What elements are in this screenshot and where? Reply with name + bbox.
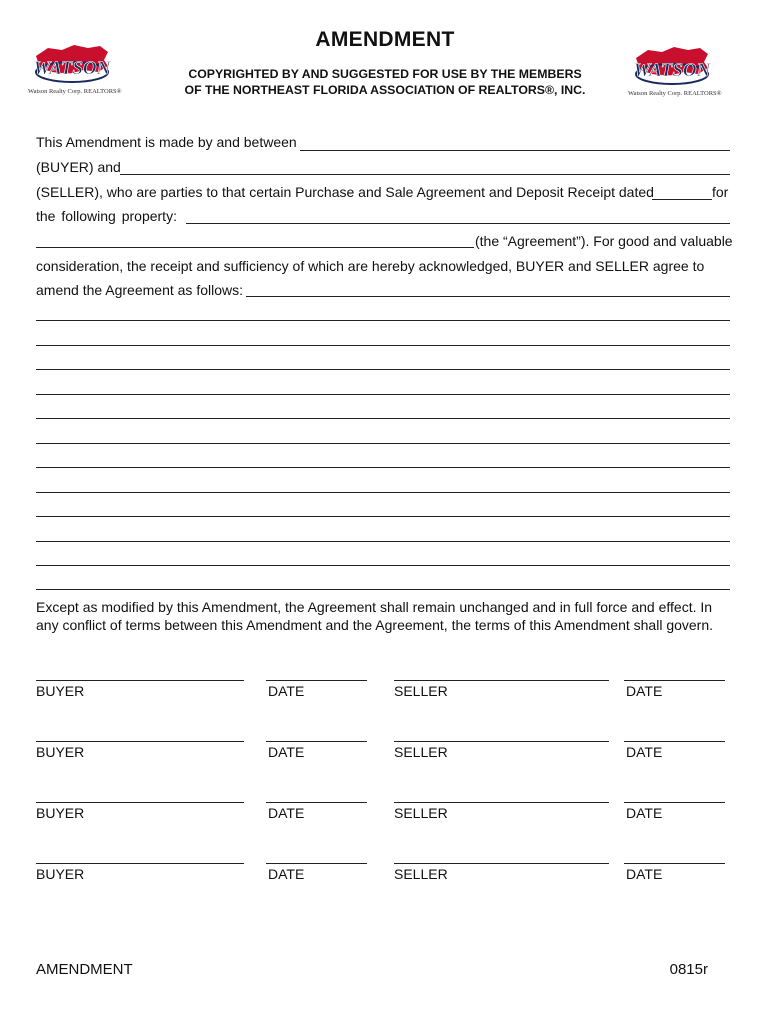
amendment-terms-line[interactable]	[36, 320, 730, 321]
between-field[interactable]	[300, 150, 730, 151]
parties-label: This Amendment is made by and between	[36, 134, 297, 150]
seller-signature-line[interactable]	[394, 863, 609, 864]
date-label: DATE	[268, 744, 305, 760]
property-field-cont[interactable]	[36, 247, 474, 248]
subtitle-line-2: OF THE NORTHEAST FLORIDA ASSOCIATION OF REALTORS®, INC.	[184, 83, 586, 97]
date-line[interactable]	[266, 680, 367, 681]
date-label: DATE	[268, 683, 305, 699]
amendment-terms-line[interactable]	[36, 565, 730, 566]
date-label: DATE	[626, 866, 663, 882]
buyer-label: BUYER	[36, 805, 85, 821]
agreement-reference: (the “Agreement”). For good and valuable	[475, 233, 733, 249]
buyer-signature-line[interactable]	[36, 863, 244, 864]
date-line[interactable]	[624, 863, 725, 864]
property-field[interactable]	[186, 223, 730, 224]
date-label: DATE	[268, 866, 305, 882]
seller-agreement-label: (SELLER), who are parties to that certain Purchase and Sale Agreement and Deposit Receipt dated	[36, 184, 654, 200]
seller-label: SELLER	[394, 866, 448, 882]
amendment-terms-line[interactable]	[36, 541, 730, 542]
logo-caption: Watson Realty Corp. REALTORS®	[628, 90, 722, 97]
buyer-signature-line[interactable]	[36, 680, 244, 681]
for-label: for	[712, 184, 729, 200]
amendment-terms-line[interactable]	[36, 516, 730, 517]
copyright-notice	[150, 66, 620, 98]
buyer-signature-line[interactable]	[36, 741, 244, 742]
date-line[interactable]	[266, 741, 367, 742]
date-label: DATE	[268, 805, 305, 821]
logo-text: WATSON	[33, 58, 111, 79]
date-line[interactable]	[624, 741, 725, 742]
date-label: DATE	[626, 683, 663, 699]
seller-label: SELLER	[394, 683, 448, 699]
consideration-text: consideration, the receipt and sufficiency of which are hereby acknowledged, BUYER and SELLER agree to	[36, 258, 705, 274]
seller-label: SELLER	[394, 744, 448, 760]
amendment-terms-line[interactable]	[36, 418, 730, 419]
buyer-label: BUYER	[36, 866, 85, 882]
logo-text: WATSON	[633, 60, 711, 81]
seller-name-field[interactable]	[120, 174, 730, 175]
amendment-terms-line[interactable]	[36, 492, 730, 493]
page-title: AMENDMENT	[315, 28, 455, 51]
date-label: DATE	[626, 805, 663, 821]
amendment-terms-line[interactable]	[36, 369, 730, 370]
watson-logo-right	[628, 44, 722, 104]
date-line[interactable]	[624, 680, 725, 681]
footer-form-name: AMENDMENT	[36, 961, 133, 978]
buyer-signature-line[interactable]	[36, 802, 244, 803]
date-line[interactable]	[266, 802, 367, 803]
amendment-terms-line[interactable]	[36, 394, 730, 395]
buyer-label: BUYER	[36, 744, 85, 760]
footer-form-code: 0815r	[669, 961, 708, 978]
amendment-terms-line[interactable]	[36, 443, 730, 444]
seller-label: SELLER	[394, 805, 448, 821]
date-label: DATE	[626, 744, 663, 760]
logo-caption: Watson Realty Corp. REALTORS®	[28, 88, 122, 95]
closing-paragraph: Except as modified by this Amendment, the Agreement shall remain unchanged and in full force and effect. In any conflict of terms between this Amendment and the Agreement, the terms of this Amendment shall govern.	[36, 599, 714, 633]
seller-signature-line[interactable]	[394, 741, 609, 742]
amendment-terms-line[interactable]	[36, 467, 730, 468]
agreement-date-field[interactable]	[652, 199, 712, 200]
amendment-terms-line-1[interactable]	[246, 296, 730, 297]
seller-signature-line[interactable]	[394, 802, 609, 803]
property-label: the following property:	[36, 208, 177, 224]
subtitle-line-1: COPYRIGHTED BY AND SUGGESTED FOR USE BY THE MEMBERS	[188, 67, 582, 81]
amend-label: amend the Agreement as follows:	[36, 282, 244, 298]
amendment-terms-line[interactable]	[36, 345, 730, 346]
seller-signature-line[interactable]	[394, 680, 609, 681]
buyer-label: BUYER	[36, 683, 85, 699]
amendment-terms-line[interactable]	[36, 589, 730, 590]
buyer-and-label: (BUYER) and	[36, 159, 121, 175]
date-line[interactable]	[624, 802, 725, 803]
date-line[interactable]	[266, 863, 367, 864]
